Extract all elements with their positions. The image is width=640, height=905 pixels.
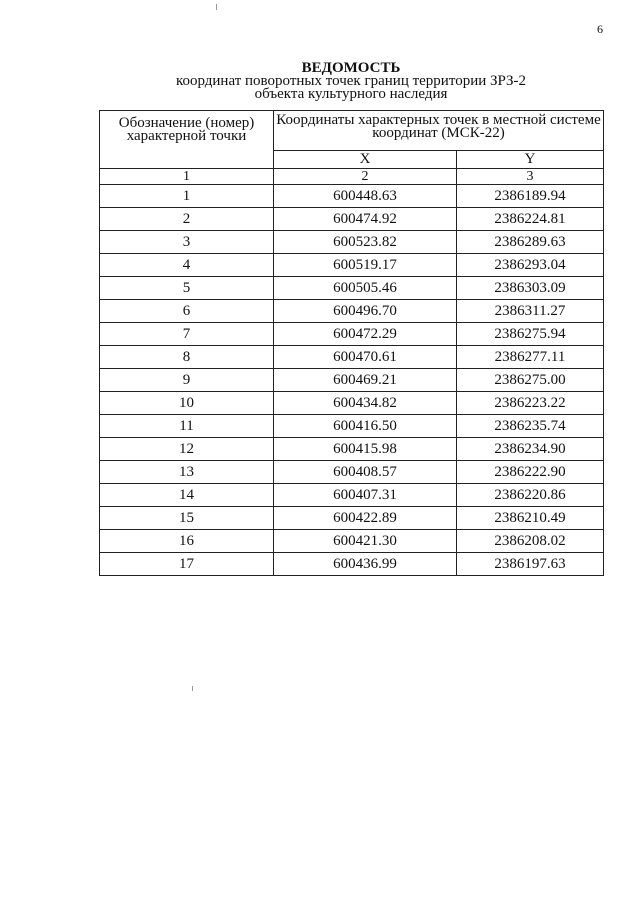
- table-row: [100, 507, 604, 530]
- table-row: [100, 415, 604, 438]
- document-subtitle-line-1: координат поворотных точек границ территории ЗРЗ-2: [175, 73, 527, 89]
- header-coordinates: Координаты характерных точек в местной системе координат (МСК-22): [274, 111, 604, 151]
- y-coordinate-cell: 2386303.09: [457, 277, 604, 300]
- x-coordinate-cell: 600523.82: [274, 231, 457, 254]
- y-coordinate-cell: 2386224.81: [457, 208, 604, 231]
- point-number-cell: 8: [100, 346, 274, 369]
- table-row: [100, 438, 604, 461]
- y-coordinate-cell: 2386208.02: [457, 530, 604, 553]
- column-number-2: 2: [274, 169, 457, 185]
- x-coordinate-cell: 600505.46: [274, 277, 457, 300]
- x-coordinate-cell: 600434.82: [274, 392, 457, 415]
- x-coordinate-cell: 600472.29: [274, 323, 457, 346]
- x-coordinate-cell: 600448.63: [274, 185, 457, 208]
- table-row: [100, 277, 604, 300]
- table-row: [100, 231, 604, 254]
- point-number-cell: 11: [100, 415, 274, 438]
- point-number-cell: 12: [100, 438, 274, 461]
- header-point-designation: Обозначение (номер) характерной точки: [100, 111, 274, 169]
- y-coordinate-cell: 2386189.94: [457, 185, 604, 208]
- x-coordinate-cell: 600421.30: [274, 530, 457, 553]
- point-number-cell: 7: [100, 323, 274, 346]
- y-coordinate-cell: 2386220.86: [457, 484, 604, 507]
- scan-speck: [216, 4, 217, 10]
- header-y: Y: [457, 151, 604, 169]
- y-coordinate-cell: 2386234.90: [457, 438, 604, 461]
- y-coordinate-cell: 2386222.90: [457, 461, 604, 484]
- x-coordinate-cell: 600469.21: [274, 369, 457, 392]
- header-x: X: [274, 151, 457, 169]
- page-number: 6: [597, 22, 603, 36]
- table-row: [100, 185, 604, 208]
- table-row: [100, 300, 604, 323]
- x-coordinate-cell: 600422.89: [274, 507, 457, 530]
- table-row: [100, 461, 604, 484]
- y-coordinate-cell: 2386275.00: [457, 369, 604, 392]
- column-number-1: 1: [100, 169, 274, 185]
- x-coordinate-cell: 600408.57: [274, 461, 457, 484]
- column-number-3: 3: [457, 169, 604, 185]
- table-row: [100, 208, 604, 231]
- point-number-cell: 1: [100, 185, 274, 208]
- table-row: [100, 346, 604, 369]
- table-row: [100, 254, 604, 277]
- y-coordinate-cell: 2386210.49: [457, 507, 604, 530]
- scan-speck: [192, 686, 193, 691]
- point-number-cell: 13: [100, 461, 274, 484]
- x-coordinate-cell: 600474.92: [274, 208, 457, 231]
- x-coordinate-cell: 600470.61: [274, 346, 457, 369]
- y-coordinate-cell: 2386275.94: [457, 323, 604, 346]
- point-number-cell: 14: [100, 484, 274, 507]
- x-coordinate-cell: 600496.70: [274, 300, 457, 323]
- table-row: [100, 553, 604, 576]
- point-number-cell: 17: [100, 553, 274, 576]
- table-row: [100, 392, 604, 415]
- x-coordinate-cell: 600436.99: [274, 553, 457, 576]
- table-body: [100, 185, 604, 576]
- coordinates-table: [99, 110, 604, 576]
- x-coordinate-cell: 600407.31: [274, 484, 457, 507]
- point-number-cell: 10: [100, 392, 274, 415]
- y-coordinate-cell: 2386277.11: [457, 346, 604, 369]
- document-heading: [100, 61, 602, 101]
- table-row: [100, 323, 604, 346]
- table-row: [100, 530, 604, 553]
- x-coordinate-cell: 600416.50: [274, 415, 457, 438]
- y-coordinate-cell: 2386223.22: [457, 392, 604, 415]
- point-number-cell: 6: [100, 300, 274, 323]
- table-row: [100, 484, 604, 507]
- y-coordinate-cell: 2386293.04: [457, 254, 604, 277]
- point-number-cell: 2: [100, 208, 274, 231]
- document-title: ВЕДОМОСТЬ: [301, 60, 401, 76]
- x-coordinate-cell: 600519.17: [274, 254, 457, 277]
- point-number-cell: 5: [100, 277, 274, 300]
- x-coordinate-cell: 600415.98: [274, 438, 457, 461]
- y-coordinate-cell: 2386289.63: [457, 231, 604, 254]
- document-subtitle-line-2: объекта культурного наследия: [254, 86, 448, 102]
- table-row: [100, 369, 604, 392]
- point-number-cell: 9: [100, 369, 274, 392]
- point-number-cell: 16: [100, 530, 274, 553]
- y-coordinate-cell: 2386197.63: [457, 553, 604, 576]
- point-number-cell: 15: [100, 507, 274, 530]
- y-coordinate-cell: 2386235.74: [457, 415, 604, 438]
- point-number-cell: 3: [100, 231, 274, 254]
- y-coordinate-cell: 2386311.27: [457, 300, 604, 323]
- point-number-cell: 4: [100, 254, 274, 277]
